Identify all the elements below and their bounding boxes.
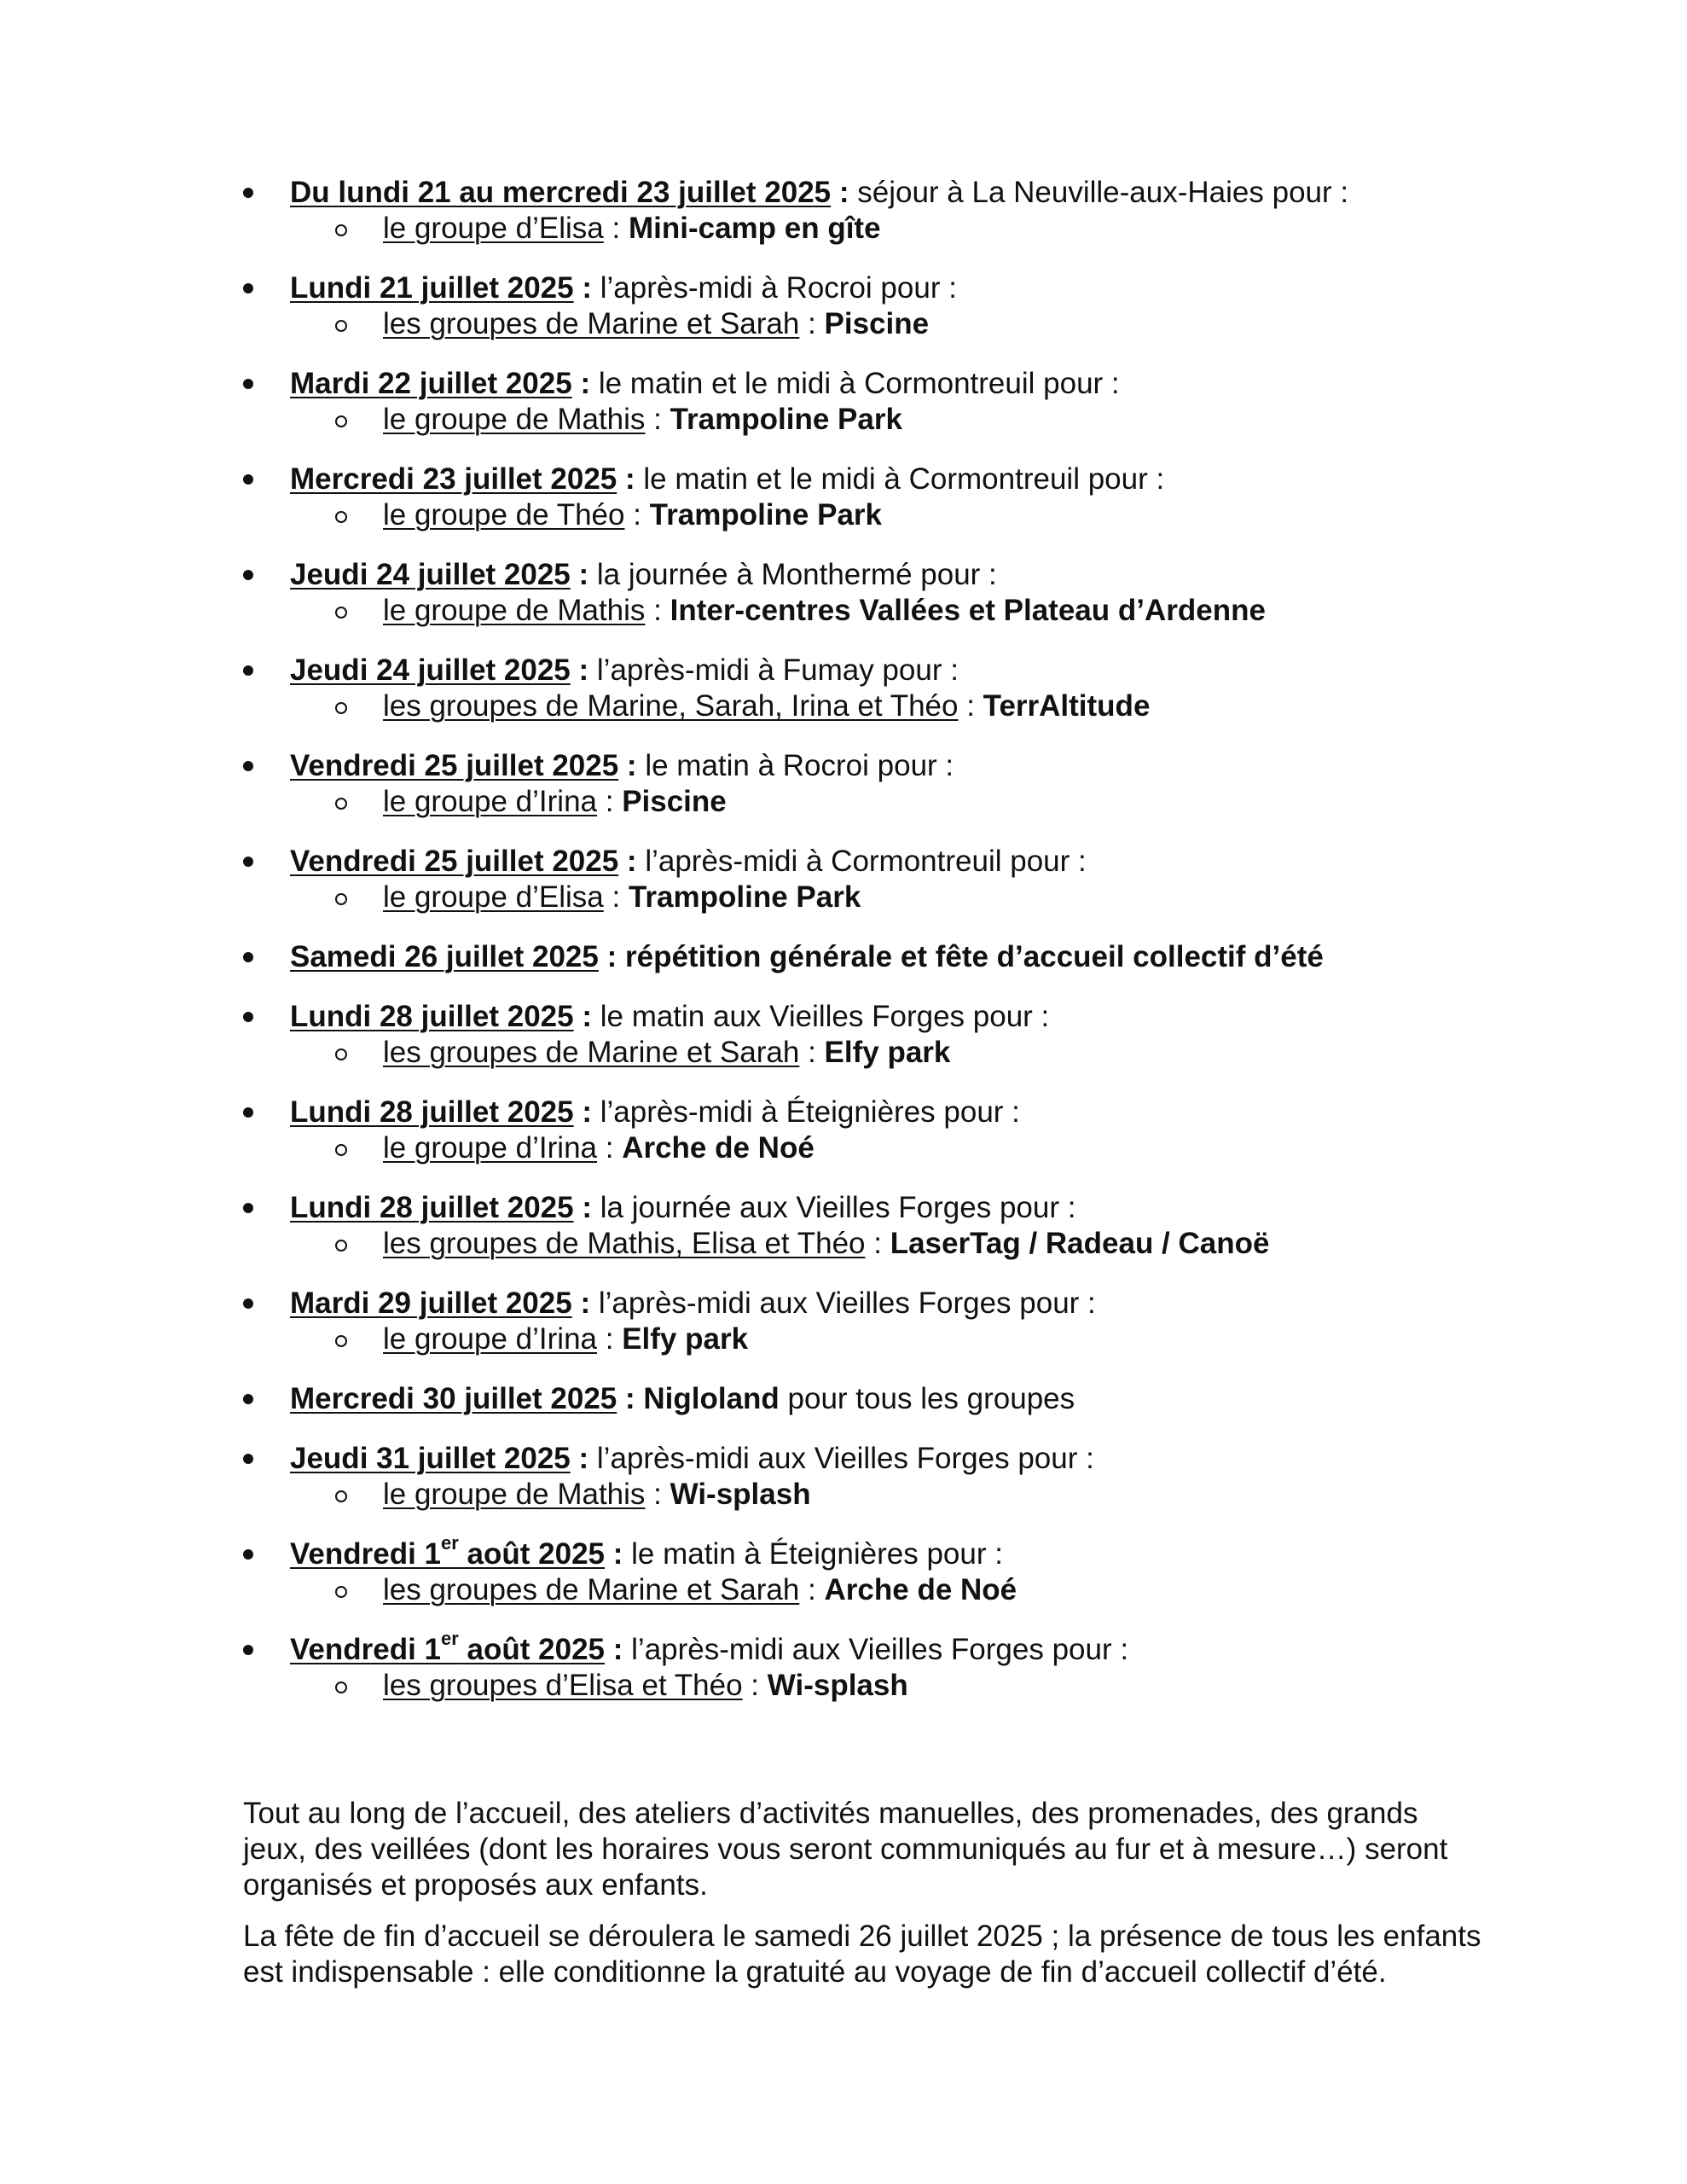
bullet-icon bbox=[243, 1549, 253, 1560]
event-line: Jeudi 24 juillet 2025 : la journée à Monthermé pour : bbox=[243, 557, 1565, 593]
event-sub-item: le groupe d’Elisa : Trampoline Park bbox=[243, 880, 1565, 915]
event-date bbox=[290, 1287, 572, 1320]
event-date bbox=[290, 940, 599, 973]
event-line: Lundi 28 juillet 2025 : le matin aux Vieilles Forges pour : bbox=[243, 999, 1565, 1035]
event-sub-item: les groupes de Mathis, Elisa et Théo : LaserTag / Radeau / Canoë bbox=[243, 1226, 1565, 1262]
event-date bbox=[290, 1628, 606, 1666]
event-group: les groupes de Marine et Sarah bbox=[383, 1573, 800, 1606]
event-item bbox=[243, 1628, 1565, 1704]
bullet-icon bbox=[243, 1454, 253, 1464]
bullet-icon bbox=[243, 188, 253, 198]
event-sub-item: le groupe d’Irina : Elfy park bbox=[243, 1321, 1565, 1357]
event-description: l’après-midi aux Vieilles Forges pour : bbox=[588, 1442, 1094, 1475]
event-date bbox=[290, 271, 574, 305]
event-line: Vendredi 1er août 2025 : le matin à Éteignières pour : bbox=[243, 1536, 1565, 1572]
event-group: le groupe d’Irina bbox=[383, 1322, 597, 1356]
circle-bullet-icon bbox=[335, 320, 347, 332]
closing-line: jeux, des veillées (dont les horaires vous seront communiqués au fur et à mesure…) seront bbox=[243, 1833, 1448, 1866]
event-activity: Trampoline Park bbox=[628, 880, 861, 914]
event-activity: Piscine bbox=[824, 307, 930, 340]
event-activity: Piscine bbox=[622, 785, 727, 818]
event-date bbox=[290, 1000, 574, 1033]
event-group: le groupe d’Elisa bbox=[383, 880, 604, 914]
event-description: l’après-midi à Cormontreuil pour : bbox=[636, 845, 1087, 878]
event-activity: Wi-splash bbox=[670, 1478, 811, 1511]
event-sub-item: les groupes de Marine, Sarah, Irina et Théo : TerrAltitude bbox=[243, 688, 1565, 724]
closing-text bbox=[243, 1796, 1574, 2006]
event-description: l’après-midi à Rocroi pour : bbox=[592, 271, 957, 305]
event-date-text: Vendredi 25 juillet 2025 bbox=[290, 749, 619, 782]
event-date bbox=[290, 1442, 571, 1475]
event-item bbox=[243, 366, 1565, 438]
circle-bullet-icon bbox=[335, 893, 347, 905]
event-date-rest: août 2025 bbox=[458, 1537, 606, 1571]
event-line: Jeudi 24 juillet 2025 : l’après-midi à Fumay pour : bbox=[243, 653, 1565, 688]
bullet-icon bbox=[243, 570, 253, 580]
event-item bbox=[243, 1381, 1565, 1417]
event-item bbox=[243, 270, 1565, 342]
event-line: Lundi 21 juillet 2025 : l’après-midi à Rocroi pour : bbox=[243, 270, 1565, 306]
event-group: les groupes de Mathis, Elisa et Théo bbox=[383, 1227, 866, 1260]
event-date-superscript: er bbox=[441, 1628, 459, 1650]
event-date bbox=[290, 1532, 606, 1571]
event-line: Lundi 28 juillet 2025 : la journée aux Vieilles Forges pour : bbox=[243, 1190, 1565, 1226]
event-description: le matin à Rocroi pour : bbox=[636, 749, 954, 782]
event-sub-item: le groupe d’Elisa : Mini-camp en gîte bbox=[243, 211, 1565, 247]
bullet-icon bbox=[243, 1394, 253, 1404]
event-highlight: Nigloland bbox=[635, 1382, 780, 1415]
event-date-text: Mardi 22 juillet 2025 bbox=[290, 367, 572, 400]
event-activity: Trampoline Park bbox=[649, 498, 882, 531]
event-line: Mardi 22 juillet 2025 : le matin et le midi à Cormontreuil pour : bbox=[243, 366, 1565, 402]
event-sub-item: le groupe d’Irina : Arche de Noé bbox=[243, 1130, 1565, 1166]
event-date bbox=[290, 367, 572, 400]
event-sub-item: le groupe de Mathis : Wi-splash bbox=[243, 1477, 1565, 1513]
event-group: le groupe de Mathis bbox=[383, 403, 646, 436]
bullet-icon bbox=[243, 283, 253, 293]
bullet-icon bbox=[243, 857, 253, 867]
event-date-text: Lundi 28 juillet 2025 bbox=[290, 1095, 574, 1129]
event-list bbox=[243, 175, 1565, 1728]
event-date bbox=[290, 845, 618, 878]
event-description: l’après-midi aux Vieilles Forges pour : bbox=[623, 1633, 1129, 1666]
event-date-text: Vendredi 1 bbox=[290, 1633, 442, 1666]
closing-line: est indispensable : elle conditionne la gratuité au voyage de fin d’accueil collectif d’été. bbox=[243, 1955, 1387, 1989]
event-item bbox=[243, 1441, 1565, 1513]
event-line: Du lundi 21 au mercredi 23 juillet 2025 : séjour à La Neuville-aux-Haies pour : bbox=[243, 175, 1565, 211]
event-activity: Elfy park bbox=[622, 1322, 749, 1356]
event-line: Samedi 26 juillet 2025 : répétition générale et fête d’accueil collectif d’été bbox=[243, 939, 1565, 975]
circle-bullet-icon bbox=[335, 415, 347, 427]
bullet-icon bbox=[243, 1203, 253, 1213]
circle-bullet-icon bbox=[335, 1490, 347, 1502]
event-item bbox=[243, 1532, 1565, 1608]
event-line: Mardi 29 juillet 2025 : l’après-midi aux Vieilles Forges pour : bbox=[243, 1286, 1565, 1321]
event-description: le matin à Éteignières pour : bbox=[623, 1537, 1003, 1571]
event-item bbox=[243, 1190, 1565, 1262]
event-activity: Elfy park bbox=[824, 1036, 951, 1069]
circle-bullet-icon bbox=[335, 798, 347, 810]
circle-bullet-icon bbox=[335, 1144, 347, 1156]
event-date-text: Du lundi 21 au mercredi 23 juillet 2025 bbox=[290, 176, 832, 209]
event-sub-item: les groupes de Marine et Sarah : Arche de Noé bbox=[243, 1572, 1565, 1608]
event-item bbox=[243, 653, 1565, 724]
bullet-icon bbox=[243, 665, 253, 676]
bullet-icon bbox=[243, 1107, 253, 1118]
closing-line: organisés et proposés aux enfants. bbox=[243, 1868, 708, 1902]
circle-bullet-icon bbox=[335, 702, 347, 714]
event-item bbox=[243, 939, 1565, 975]
circle-bullet-icon bbox=[335, 1240, 347, 1252]
closing-line: Tout au long de l’accueil, des ateliers d’activités manuelles, des promenades, des grands bbox=[243, 1797, 1418, 1830]
event-item bbox=[243, 1095, 1565, 1166]
circle-bullet-icon bbox=[335, 511, 347, 523]
event-group: le groupe d’Irina bbox=[383, 785, 597, 818]
event-item bbox=[243, 462, 1565, 533]
event-group: le groupe d’Irina bbox=[383, 1131, 597, 1165]
closing-paragraph-party bbox=[243, 1919, 1574, 1990]
event-activity: TerrAltitude bbox=[983, 689, 1151, 723]
event-description: séjour à La Neuville-aux-Haies pour : bbox=[849, 176, 1349, 209]
event-activity: LaserTag / Radeau / Canoë bbox=[890, 1227, 1270, 1260]
event-line: Vendredi 25 juillet 2025 : le matin à Rocroi pour : bbox=[243, 748, 1565, 784]
event-activity: Arche de Noé bbox=[622, 1131, 815, 1165]
event-line: Mercredi 23 juillet 2025 : le matin et le midi à Cormontreuil pour : bbox=[243, 462, 1565, 497]
event-activity: Inter-centres Vallées et Plateau d’Ardenne bbox=[670, 594, 1266, 627]
circle-bullet-icon bbox=[335, 1682, 347, 1693]
event-group: le groupe de Mathis bbox=[383, 1478, 646, 1511]
event-sub-item: les groupes de Marine et Sarah : Elfy park bbox=[243, 1035, 1565, 1071]
event-sub-item: le groupe d’Irina : Piscine bbox=[243, 784, 1565, 820]
event-sub-item: le groupe de Mathis : Trampoline Park bbox=[243, 402, 1565, 438]
event-activity: Wi-splash bbox=[767, 1669, 908, 1702]
bullet-icon bbox=[243, 952, 253, 962]
event-description: la journée à Monthermé pour : bbox=[588, 558, 997, 591]
event-date-text: Mercredi 30 juillet 2025 bbox=[290, 1382, 617, 1415]
circle-bullet-icon bbox=[335, 607, 347, 619]
event-line: Vendredi 1er août 2025 : l’après-midi aux Vieilles Forges pour : bbox=[243, 1632, 1565, 1668]
bullet-icon bbox=[243, 1298, 253, 1309]
bullet-icon bbox=[243, 761, 253, 771]
event-description: le matin et le midi à Cormontreuil pour : bbox=[635, 462, 1165, 496]
circle-bullet-icon bbox=[335, 1586, 347, 1598]
event-item bbox=[243, 557, 1565, 629]
event-date-text: Samedi 26 juillet 2025 bbox=[290, 940, 599, 973]
event-date-text: Vendredi 25 juillet 2025 bbox=[290, 845, 619, 878]
circle-bullet-icon bbox=[335, 224, 347, 236]
event-description: l’après-midi à Fumay pour : bbox=[588, 653, 959, 687]
bullet-icon bbox=[243, 1012, 253, 1022]
event-line: Vendredi 25 juillet 2025 : l’après-midi à Cormontreuil pour : bbox=[243, 844, 1565, 880]
event-sub-item: le groupe de Mathis : Inter-centres Vallées et Plateau d’Ardenne bbox=[243, 593, 1565, 629]
bullet-icon bbox=[243, 1645, 253, 1655]
event-date bbox=[290, 1095, 574, 1129]
event-group: les groupes de Marine et Sarah bbox=[383, 1036, 800, 1069]
event-group: le groupe de Mathis bbox=[383, 594, 646, 627]
event-activity: Mini-camp en gîte bbox=[628, 212, 881, 245]
event-group: le groupe de Théo bbox=[383, 498, 625, 531]
event-highlight: répétition générale et fête d’accueil collectif d’été bbox=[617, 940, 1324, 973]
event-group: les groupes de Marine, Sarah, Irina et Théo bbox=[383, 689, 959, 723]
event-description: la journée aux Vieilles Forges pour : bbox=[592, 1191, 1076, 1224]
event-date-text: Lundi 28 juillet 2025 bbox=[290, 1191, 574, 1224]
event-date-text: Mercredi 23 juillet 2025 bbox=[290, 462, 617, 496]
circle-bullet-icon bbox=[335, 1335, 347, 1347]
event-date-text: Mardi 29 juillet 2025 bbox=[290, 1287, 572, 1320]
event-item bbox=[243, 844, 1565, 915]
event-date bbox=[290, 1382, 617, 1415]
event-date-text: Jeudi 24 juillet 2025 bbox=[290, 558, 571, 591]
event-sub-item: les groupes de Marine et Sarah : Piscine bbox=[243, 306, 1565, 342]
event-line: Mercredi 30 juillet 2025 : Nigloland pour tous les groupes bbox=[243, 1381, 1565, 1417]
event-description: l’après-midi aux Vieilles Forges pour : bbox=[590, 1287, 1096, 1320]
event-group: les groupes d’Elisa et Théo bbox=[383, 1669, 743, 1702]
event-date bbox=[290, 653, 571, 687]
event-date bbox=[290, 462, 617, 496]
closing-paragraph-activities bbox=[243, 1796, 1574, 1903]
event-date-text: Lundi 21 juillet 2025 bbox=[290, 271, 574, 305]
event-date-text: Lundi 28 juillet 2025 bbox=[290, 1000, 574, 1033]
event-date-text: Jeudi 24 juillet 2025 bbox=[290, 653, 571, 687]
event-group: les groupes de Marine et Sarah bbox=[383, 307, 800, 340]
event-item bbox=[243, 175, 1565, 247]
event-date bbox=[290, 1191, 574, 1224]
event-sub-item: les groupes d’Elisa et Théo : Wi-splash bbox=[243, 1668, 1565, 1704]
bullet-icon bbox=[243, 379, 253, 389]
event-item bbox=[243, 1286, 1565, 1357]
event-date-rest: août 2025 bbox=[458, 1633, 606, 1666]
event-sub-item: le groupe de Théo : Trampoline Park bbox=[243, 497, 1565, 533]
event-activity: Arche de Noé bbox=[824, 1573, 1017, 1606]
bullet-icon bbox=[243, 474, 253, 485]
event-line: Lundi 28 juillet 2025 : l’après-midi à Éteignières pour : bbox=[243, 1095, 1565, 1130]
circle-bullet-icon bbox=[335, 1048, 347, 1060]
event-date-superscript: er bbox=[441, 1532, 459, 1554]
event-description: l’après-midi à Éteignières pour : bbox=[592, 1095, 1020, 1129]
event-description: le matin et le midi à Cormontreuil pour : bbox=[590, 367, 1120, 400]
event-item bbox=[243, 748, 1565, 820]
event-date bbox=[290, 749, 618, 782]
event-date bbox=[290, 176, 831, 209]
event-description-after: pour tous les groupes bbox=[779, 1382, 1075, 1415]
event-group: le groupe d’Elisa bbox=[383, 212, 604, 245]
event-item bbox=[243, 999, 1565, 1071]
event-line: Jeudi 31 juillet 2025 : l’après-midi aux Vieilles Forges pour : bbox=[243, 1441, 1565, 1477]
event-date-text: Jeudi 31 juillet 2025 bbox=[290, 1442, 571, 1475]
event-date-text: Vendredi 1 bbox=[290, 1537, 442, 1571]
event-activity: Trampoline Park bbox=[670, 403, 902, 436]
event-date bbox=[290, 558, 571, 591]
event-description: le matin aux Vieilles Forges pour : bbox=[592, 1000, 1050, 1033]
closing-line: La fête de fin d’accueil se déroulera le samedi 26 juillet 2025 ; la présence de tous les enfants bbox=[243, 1920, 1481, 1953]
